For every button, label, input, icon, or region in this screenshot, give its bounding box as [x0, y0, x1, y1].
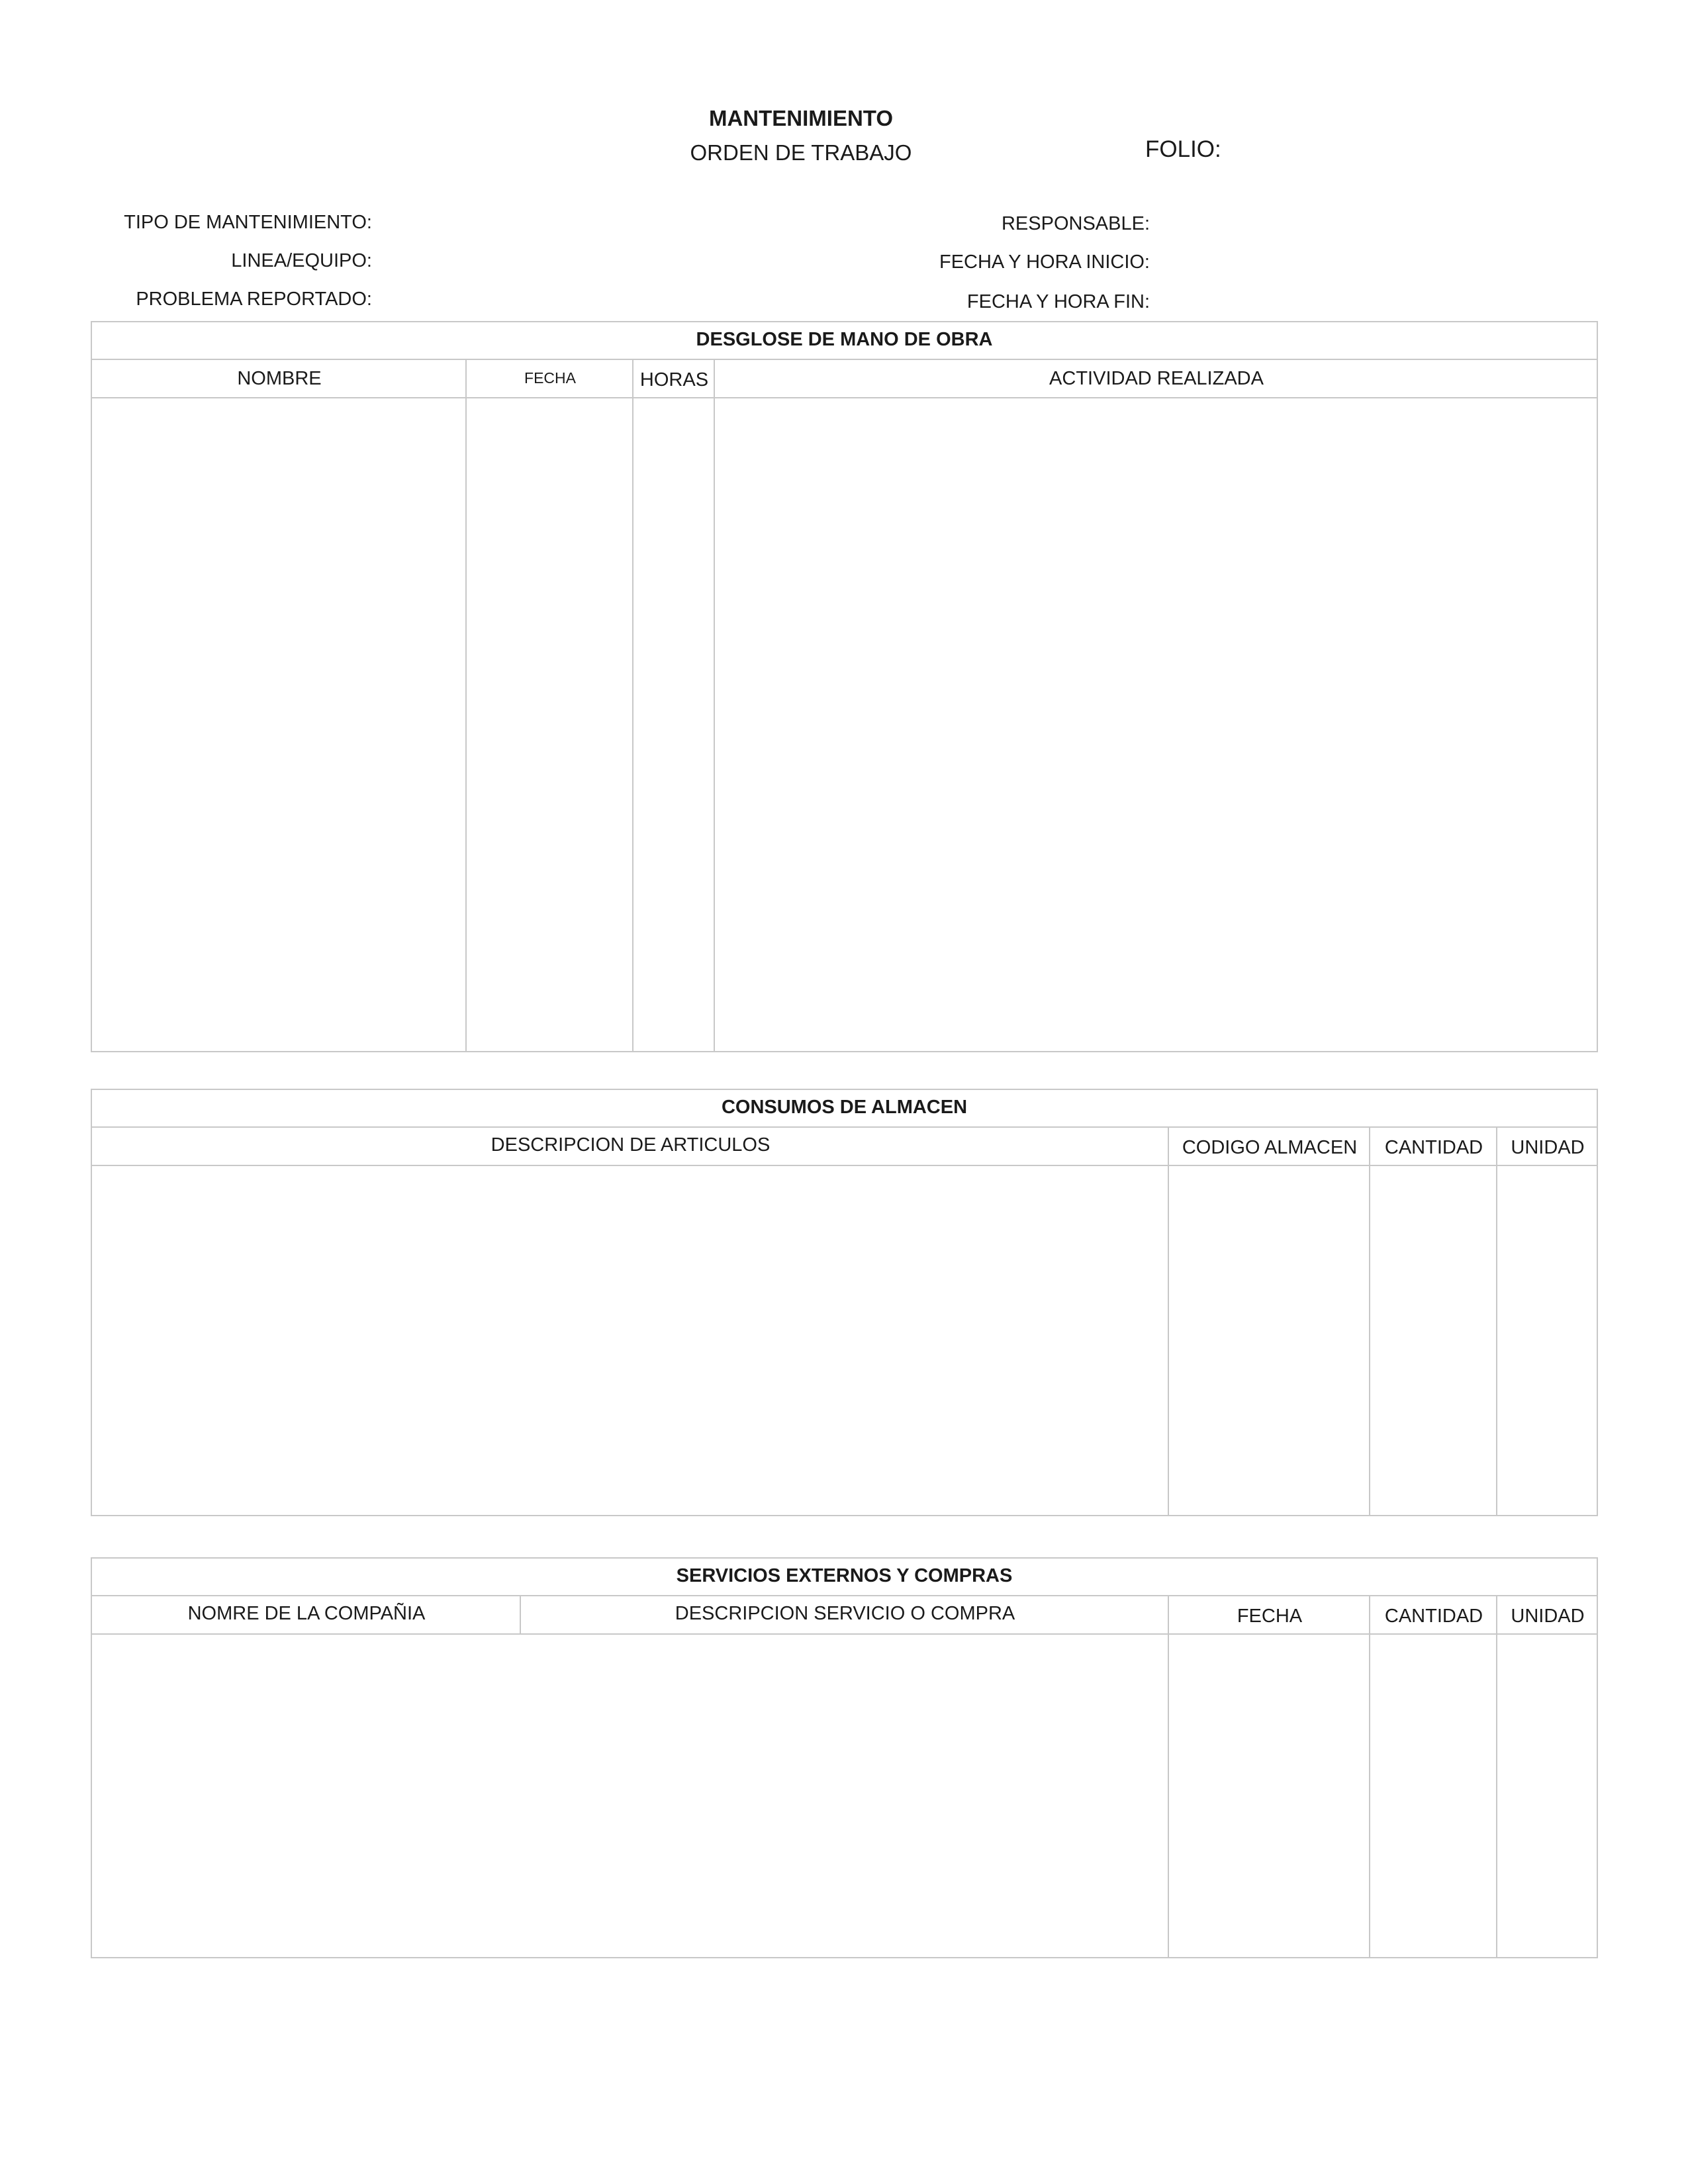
column-divider [632, 360, 633, 1051]
services-table [91, 1557, 1598, 1958]
column-divider [520, 1596, 521, 1635]
labor-title-row [92, 322, 1597, 360]
field-label-problema-reportado: PROBLEMA REPORTADO: [136, 289, 372, 310]
document-title: MANTENIMIENTO [708, 106, 894, 130]
column-header-descripcion-servicio: DESCRIPCION SERVICIO O COMPRA [675, 1603, 1015, 1624]
column-header-fecha: FECHA [1237, 1606, 1303, 1627]
column-header-cantidad: CANTIDAD [1384, 1606, 1483, 1627]
column-header-unidad: UNIDAD [1511, 1137, 1585, 1158]
field-label-fecha-hora-fin: FECHA Y HORA FIN: [966, 291, 1150, 312]
column-divider [1496, 1596, 1497, 1957]
column-header-unidad: UNIDAD [1511, 1606, 1585, 1627]
column-divider [1168, 1596, 1169, 1957]
column-header-cantidad: CANTIDAD [1384, 1137, 1483, 1158]
column-header-horas: HORAS [639, 369, 709, 390]
folio-label: FOLIO: [1145, 136, 1221, 162]
warehouse-title-row [92, 1090, 1597, 1128]
column-header-codigo-almacen: CODIGO ALMACEN [1182, 1137, 1358, 1158]
labor-table [91, 321, 1598, 1052]
labor-table-title: DESGLOSE DE MANO DE OBRA [696, 329, 993, 350]
services-header-row [92, 1596, 1597, 1635]
labor-header-row [92, 360, 1597, 398]
column-divider [714, 360, 715, 1051]
column-divider [1369, 1128, 1370, 1515]
column-header-actividad-realizada: ACTIVIDAD REALIZADA [1049, 368, 1264, 389]
column-divider [465, 360, 467, 1051]
column-header-nombre: NOMBRE [237, 368, 322, 389]
services-title-row [92, 1559, 1597, 1596]
document-subtitle: ORDEN DE TRABAJO [690, 140, 912, 165]
column-header-descripcion-articulos: DESCRIPCION DE ARTICULOS [491, 1134, 771, 1156]
column-divider [1168, 1128, 1169, 1515]
column-header-fecha: FECHA [524, 369, 576, 387]
warehouse-table [91, 1089, 1598, 1516]
column-divider [1496, 1128, 1497, 1515]
field-label-linea-equipo: LINEA/EQUIPO: [231, 250, 372, 271]
warehouse-header-row [92, 1128, 1597, 1166]
column-divider [1369, 1596, 1370, 1957]
warehouse-table-title: CONSUMOS DE ALMACEN [721, 1097, 968, 1118]
field-label-tipo-mantenimiento: TIPO DE MANTENIMIENTO: [124, 212, 372, 233]
column-header-nombre-compania: NOMRE DE LA COMPAÑIA [187, 1603, 426, 1624]
services-table-title: SERVICIOS EXTERNOS Y COMPRAS [676, 1565, 1013, 1586]
field-label-responsable: RESPONSABLE: [1001, 213, 1150, 234]
field-label-fecha-hora-inicio: FECHA Y HORA INICIO: [939, 251, 1150, 273]
